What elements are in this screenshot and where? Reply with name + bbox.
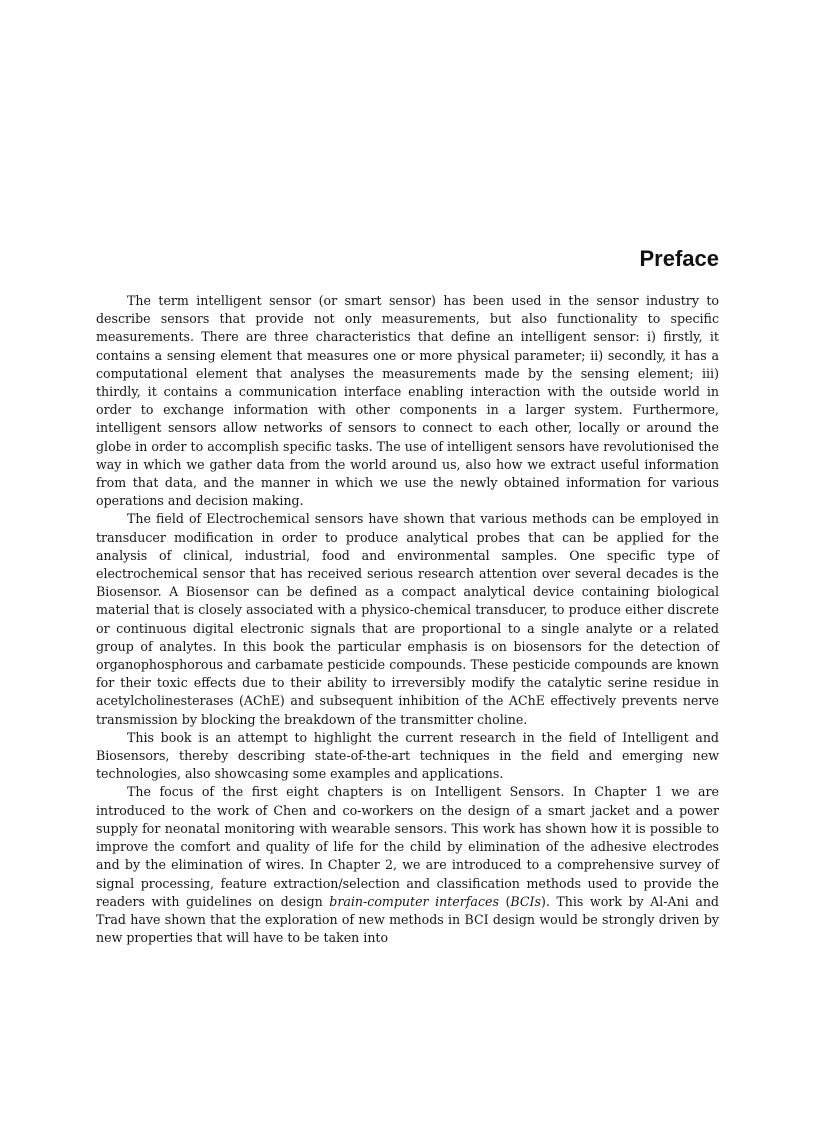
paragraph-4-text-a: The focus of the first eight chapters is on Intelligent Sensors. In Chapter 1 we are introduced to the work of Chen and co-workers on the design of a smart jacket and a power supply for neonatal monitoring with wearable sensors. This work has shown how it is possible to improve the comfort and quality of life for the child by elimination of the adhesive electrodes and by the elimination of wires. In Chapter 2, we are introduced to a comprehensive survey of signal processing, feature extraction/selection and classification methods used to provide the readers with guidelines on design [96,784,719,909]
paragraph-4 [96,783,719,947]
italic-term-bci-full: brain-computer interfaces [329,893,499,909]
preface-body [96,292,719,947]
paragraph-2: The field of Electrochemical sensors have shown that various methods can be employed in transducer modification in order to produce analytical probes that can be applied for the analysis of clinical, industrial, food and environmental samples. One specific type of electrochemical sensor that has received serious research attention over several decades is the Biosensor. A Biosensor can be defined as a compact analytical device containing biological material that is closely associated with a physico-chemical transducer, to produce either discrete or continuous digital electronic signals that are proportional to a single analyte or a related group of analytes. In this book the particular emphasis is on biosensors for the detection of organophosphorous and carbamate pesticide compounds. These pesticide compounds are known for their toxic effects due to their ability to irreversibly modify the catalytic serine residue in acetylcholinesterases (AChE) and subsequent inhibition of the AChE effectively prevents nerve transmission by blocking the breakdown of the transmitter choline. [96,511,719,727]
paragraph-4-text-b: ( [498,893,511,909]
paragraph-3: This book is an attempt to highlight the current research in the field of Intelligent and Biosensors, thereby describing state-of-the-art techniques in the field and emerging new technologies, also showcasing some examples and applications. [96,729,719,782]
italic-term-bci-abbr: BCIs [510,893,541,909]
page-title: Preface [639,246,719,271]
paragraph-4-text-c: ). This work by Al-Ani and Trad have shown that the exploration of new methods in BCI design would be strongly driven by new properties that will have to be taken into [96,893,719,946]
paragraph-1: The term intelligent sensor (or smart sensor) has been used in the sensor industry to describe sensors that provide not only measurements, but also functionality to specific measurements. There are three characteristics that define an intelligent sensor: i) firstly, it contains a sensing element that measures one or more physical parameter; ii) secondly, it has a computational element that analyses the measurements made by the sensing element; iii) thirdly, it contains a communication interface enabling interaction with the outside world in order to exchange information with other components in a larger system. Furthermore, intelligent sensors allow networks of sensors to connect to each other, locally or around the globe in order to accomplish specific tasks. The use of intelligent sensors have revolutionised the way in which we gather data from the world around us, also how we extract useful information from that data, and the manner in which we use the newly obtained information for various operations and decision making. [96,293,719,509]
